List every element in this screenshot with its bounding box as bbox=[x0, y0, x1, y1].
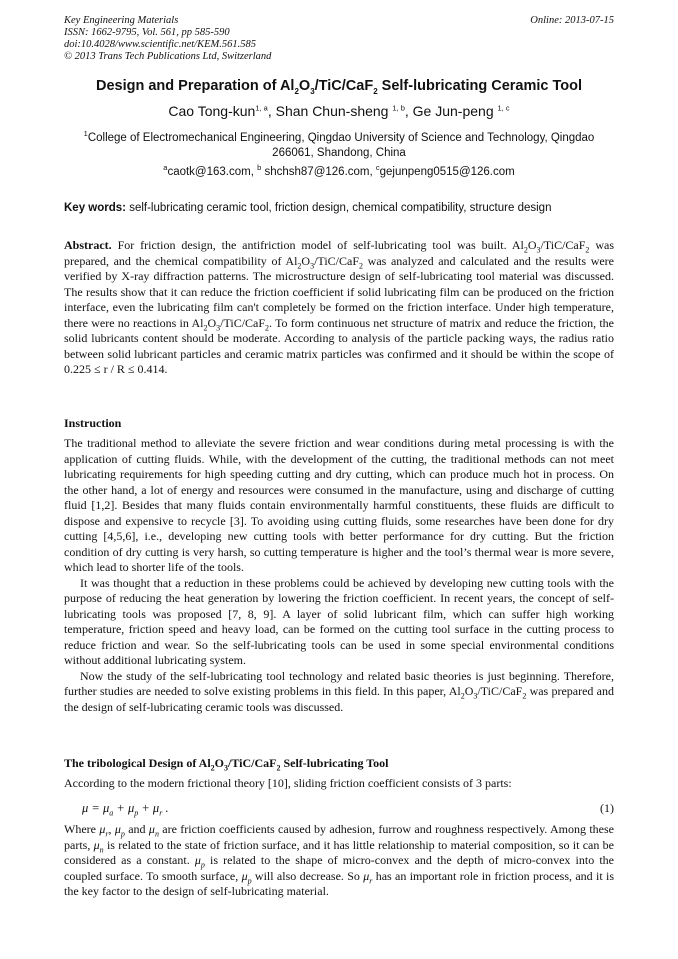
online-date: Online: 2013-07-15 bbox=[530, 15, 614, 26]
journal-header bbox=[64, 15, 271, 63]
intro-paragraph-3: Now the study of the self-lubricating tool technology and related basic theories is just beginning. Therefore, further studies are needed to solve existing problems in this field. In this paper, $Al_2O_3/TiC/CaF_2$ was prepared and the design of self-lubricating ceramic tools was discussed. bbox=[64, 668, 614, 714]
equation-number: (1) bbox=[600, 801, 614, 815]
tribological-intro: According to the modern frictional theory [10], sliding friction coefficient consists of 3 parts: bbox=[64, 776, 512, 790]
intro-paragraph-2: It was thought that a reduction in these problems could be achieved by developing new cutting tools with the purpose of reducing the heat generation by lowering the friction coefficient. In recent years, the concept of self-lubricating tools was proposed [7, 8, 9]. A layer of solid lubricant film, which can suffer high working temperature, friction speed and heavy load, can be formed on the cutting tool surface in the cutting process to reduce friction and wear. So the self-lubricating tools can be used in some special environmental conditions without additional lubricating system. bbox=[64, 575, 614, 667]
doi: doi:10.4028/www.scientific.net/KEM.561.585 bbox=[64, 39, 256, 50]
introduction-section bbox=[64, 436, 614, 715]
issn: ISSN: 1662-9795, Vol. 561, pp 585-590 bbox=[64, 27, 230, 38]
keywords: Key words: self-lubricating ceramic tool, friction design, chemical compatibility, structure design bbox=[64, 202, 552, 214]
section-heading-instruction: Instruction bbox=[64, 416, 122, 430]
author-list: Cao Tong-kun$^{1, a}$, Shan Chun-sheng $^{1, b}$, Ge Jun-peng $^{1, c}$ bbox=[168, 103, 510, 119]
abstract: Abstract. For friction design, the antifriction model of self-lubricating tool was built. $Al_2O_3/TiC/CaF_2$ was prepared, and the chemical compatibility of $Al_2O_3/TiC/CaF_2$ was analyzed and calculated and the results were verified by X-ray diffraction patterns. The microstructure design of self-lubricating tool material was discussed. The results show that it can reduce the friction coefficient if solid lubricating film can be produced on the friction interface, even the lubricating film can't completely be formed on the friction interface. Under high temperature, there were no reactions in $Al_2O_3/TiC/CaF_2$. To form continuous net structure of matrix and reduce the friction, the solid lubricants content should be moderate. According to analysis of the particle packing ways, the radius ratio between solid lubricant particles and ceramic matrix particles was confirmed and it should be within the scope of 0.225 ≤ r / R ≤ 0.414. bbox=[64, 238, 615, 376]
paper-title: Design and Preparation of $Al_2O_3/TiC/CaF_2$ Self-lubricating Ceramic Tool bbox=[95, 78, 583, 96]
affiliation: $^1$College of Electromechanical Engineering, Qingdao University of Science and Technology, Qingdao 266061, Shandong, China bbox=[83, 129, 595, 159]
equation-1: $\mu = \mu_a + \mu_p + \mu_r$ . bbox=[82, 801, 169, 818]
intro-paragraph-1: The traditional method to alleviate the severe friction and wear conditions during metal processing is with the application of cutting fluids. While, with the development of the cutting, the traditional methods can not meet lubricating requirements for high speeding cutting and dry cutting, which can produce much hot in process. On the other hand, a lot of energy and resources were consumed in the manufacture, using and discharge of cutting fluid [1,2]. Besides that many fluids contain environmentally harmful constituents, these fluids are difficult to dispose and expensive to recycle [3]. To avoiding using cutting fluids, some researches have been done for dry cutting [4,5,6], i.e., developing new cutting tools with better performance for dry cutting. But the friction condition of dry cutting is very harsh, so cutting temperature is higher and the tool’s thermal wear is more severe, which lead to shorter life of the tools. bbox=[64, 436, 614, 574]
tribological-paragraph: Where $\mu_r$, $\mu_p$ and $\mu_n$ are friction coefficients caused by adhesion, furrow and roughness respectively. Among these parts, $\mu_n$ is related to the state of friction surface, and it has little relationship to material composition, so it can be considered as a constant. $\mu_p$ is related to the shape of micro-convex and the depth of micro-convex into the coupled surface. To smooth surface, $\mu_p$ will also decrease. So $\mu_r$ has an important role in friction process, and it is the key factor to the design of self-lubricating material. bbox=[64, 822, 615, 898]
section-heading-tribological: The tribological Design of $Al_2O_3/TiC/CaF_2$ Self-lubricating Tool bbox=[64, 756, 389, 773]
journal-name: Key Engineering Materials bbox=[64, 15, 179, 26]
copyright: © 2013 Trans Tech Publications Ltd, Switzerland bbox=[64, 51, 272, 62]
author-emails: $^a$caotk@163.com, $^b$ shchsh87@126.com, $^c$gejunpeng0515@126.com bbox=[163, 163, 515, 178]
